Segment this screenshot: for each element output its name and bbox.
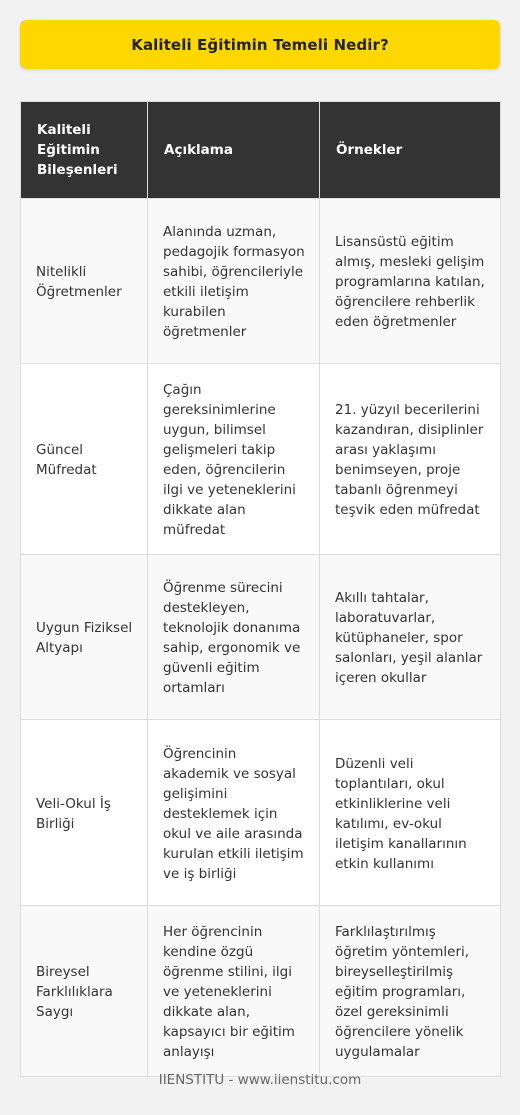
table-row — [21, 906, 501, 1077]
table-row — [21, 720, 501, 906]
cell-examples: 21. yüzyıl becerilerini kazandıran, disiplinler arası yaklaşımı benimseyen, proje tabanlı öğrenmeyi teşvik eden müfredat — [320, 364, 501, 555]
comparison-table — [20, 101, 501, 1077]
cell-component: Güncel Müfredat — [21, 364, 148, 555]
page-title: Kaliteli Eğitimin Temeli Nedir? — [131, 35, 389, 54]
footer-credit: IIENSTITU - www.iienstitu.com — [158, 1072, 362, 1088]
cell-examples: Lisansüstü eğitim almış, mesleki gelişim programlarına katılan, öğrencilere rehberlik eden öğretmenler — [320, 199, 501, 364]
cell-description: Öğrenme sürecini destekleyen, teknolojik donanıma sahip, ergonomik ve güvenli eğitim ortamları — [148, 555, 320, 720]
cell-component: Uygun Fiziksel Altyapı — [21, 555, 148, 720]
cell-examples: Düzenli veli toplantıları, okul etkinliklerine veli katılımı, ev-okul iletişim kanallarının etkin kullanımı — [320, 720, 501, 906]
header-description: Açıklama — [148, 102, 320, 199]
cell-description: Öğrencinin akademik ve sosyal gelişimini desteklemek için okul ve aile arasında kurulan etkili iletişim ve iş birliği — [148, 720, 320, 906]
table-row — [21, 199, 501, 364]
cell-component: Veli-Okul İş Birliği — [21, 720, 148, 906]
cell-component: Bireysel Farklılıklara Saygı — [21, 906, 148, 1077]
cell-description: Alanında uzman, pedagojik formasyon sahibi, öğrencileriyle etkili iletişim kurabilen öğretmenler — [148, 199, 320, 364]
cell-description: Çağın gereksinimlerine uygun, bilimsel gelişmeleri takip eden, öğrencilerin ilgi ve yeteneklerini dikkate alan müfredat — [148, 364, 320, 555]
table-row — [21, 364, 501, 555]
header-components: Kaliteli Eğitimin Bileşenleri — [21, 102, 148, 199]
header-examples: Örnekler — [320, 102, 501, 199]
cell-examples: Farklılaştırılmış öğretim yöntemleri, bireyselleştirilmiş eğitim programları, özel gereksinimli öğrencilere yönelik uygulamalar — [320, 906, 501, 1077]
table-header-row — [21, 102, 501, 199]
table-row — [21, 555, 501, 720]
cell-component: Nitelikli Öğretmenler — [21, 199, 148, 364]
cell-examples: Akıllı tahtalar, laboratuvarlar, kütüphaneler, spor salonları, yeşil alanlar içeren okullar — [320, 555, 501, 720]
title-banner — [20, 20, 500, 69]
cell-description: Her öğrencinin kendine özgü öğrenme stilini, ilgi ve yeteneklerini dikkate alan, kapsayıcı bir eğitim anlayışı — [148, 906, 320, 1077]
